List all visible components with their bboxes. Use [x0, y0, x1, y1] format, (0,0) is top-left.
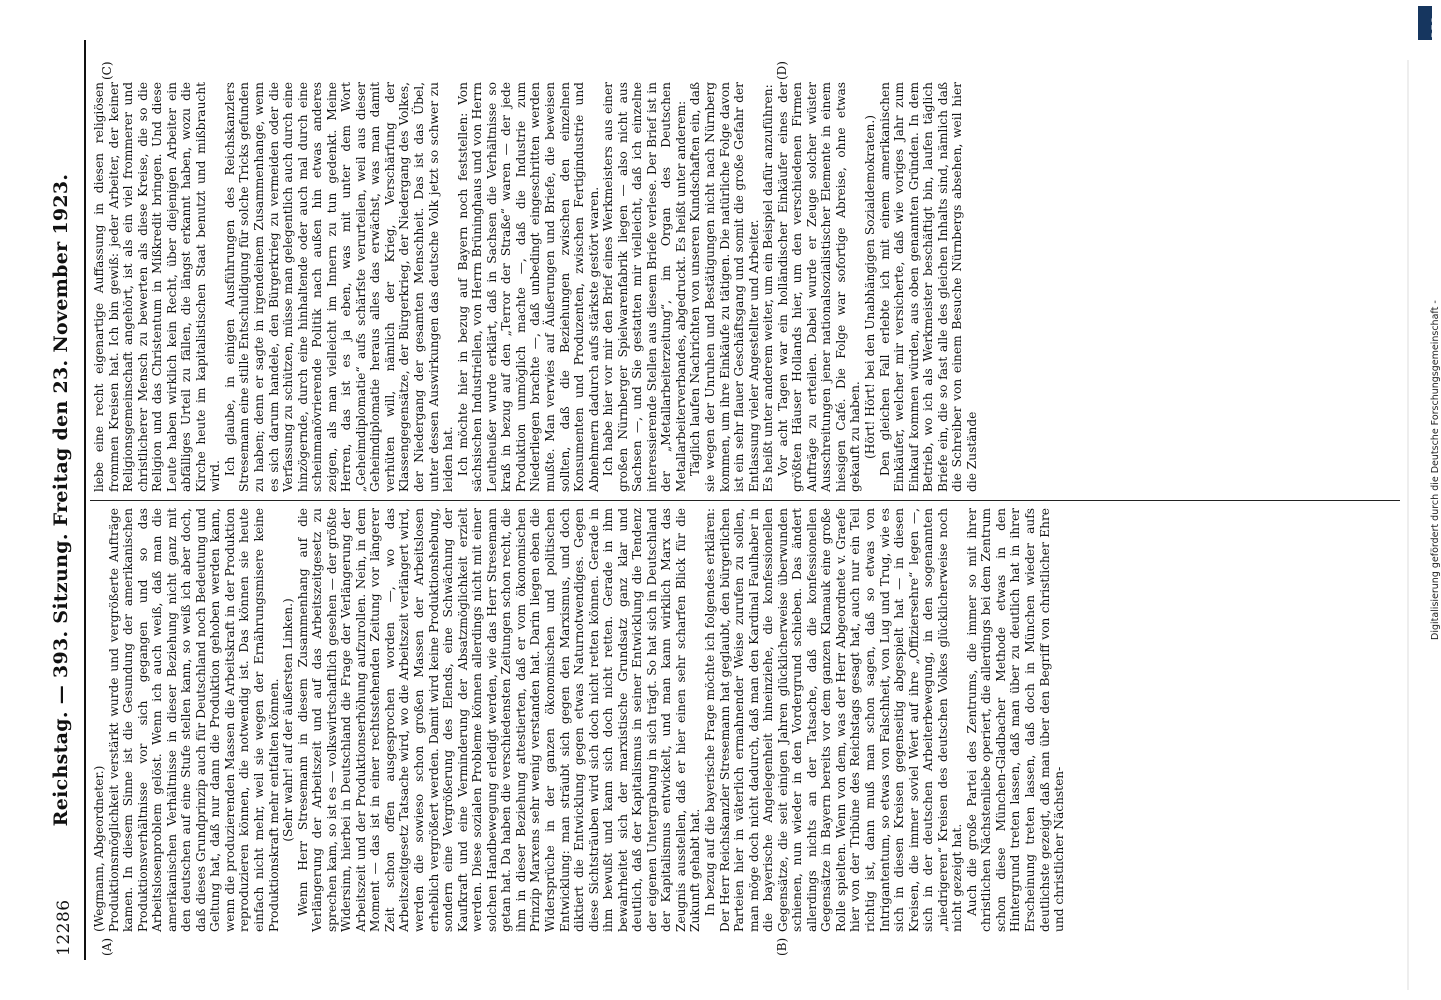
page-title: Reichstag. — 393. Sitzung. Freitag den 23. November 1923.: [50, 173, 72, 827]
letter-quote: Täglich laufen Nachrichten von unseren Kundschaften ein, daß sie wegen der Unruhen und Bestätigungen nicht nach Nürnberg kommen, um ihre Einkäufe zu tätigen. Die natürliche Folge davon ist ein sehr flauer Geschäftsgang und somit die große Gefahr der Entlassung vieler Angestellter und Arbeiter.: [688, 82, 761, 492]
header-rule: [84, 40, 86, 960]
letter-quote: Vor acht Tagen war ein holländischer Einkäufer eines der größten Häuser Hollands hier, um den verschiedenen Firmen Aufträge zu erteilen. Dabei wurde er Zeuge solcher wüster Ausschreitungen jener nationalsozialistischer Elemente in einem hiesigen Café. Die Folge war sofortige Abreise, ohne etwas gekauft zu haben.: [775, 82, 863, 492]
paragraph: Ich möchte hier in bezug auf Bayern noch feststellen: Von sächsischen Industriellen, von Herrn Brüninghaus und von Herrn Leutheußer wurde erklärt, daß in Sachsen die Verhältnisse so kraß in bezug auf den „Terror der Straße“ waren — der jede Produktion unmöglich machte —, daß die Industrie zum Niederliegen brachte —, daß unbedingt eingeschritten werden mußte. Man verwies auf Äußerungen und Briefe, die beweisen sollten, daß die Beziehungen zwischen den einzelnen Konsumenten und Produzenten, zwischen Fertigindustrie und Abnehmern dadurch aufs stärkste gestört waren.: [455, 82, 601, 492]
paragraph: Es heißt unter anderem weiter, um ein Beispiel dafür anzuführen:: [761, 84, 776, 492]
paragraph: Auch die große Partei des Zentrums, die immer so mit ihrer christlichen Nächstenliebe operiert, die allerdings bei dem Zentrum schon diese München-Gladbacher Methode etwas in den Hintergrund treten lassen, daß man über zu deutlich hat in ihrer Erscheinung treten lassen, daß doch in München wieder aufs deutlichste gezeigt, daß man über den Begriff von christlicher Ehre und christlicher Nächsten-: [964, 508, 1067, 932]
dfg-badge: [1418, 6, 1432, 40]
column-divider: [90, 500, 1400, 501]
page-number: 12286: [54, 899, 74, 956]
left-column: [92, 508, 1067, 932]
page-header: [40, 40, 86, 960]
margin-letter-c: (C): [100, 61, 114, 80]
right-column: [92, 82, 979, 492]
paragraph: Ich glaube, in einigen Ausführungen des Reichskanzlers Stresemann eine stille Entschuldigung für solche Tricks gefunden zu haben; denn er sagte in irgendeinem Zusammenhange, wenn es sich darum handele, den Bürgerkrieg zu vermeiden oder die Verfassung zu schützen, müsse man gelegentlich auch durch eine hinzögernde, durch eine hinhaltende oder auch mal durch eine scheinmanövrierende Politik nach außen hin etwas anderes zeigen, als man vielleicht im Innern zu tun gedenkt. Meine Herren, das ist es ja eben, was mit unter dem Wort „Geheimdiplomatie“ aufs schärfste verurteilen, weil aus dieser Geheimdiplomatie heraus alles das erwächst, was man damit verhüten will, nämlich der Krieg, Verschärfung der Klassengegensätze, der Bürgerkrieg, der Niedergang des Volkes, der Niedergang der gesamten Menschheit. Das ist das Übel, unter dessen Auswirkungen das deutsche Volk jetzt so schwer zu leiden hat.: [222, 82, 456, 492]
margin-letter-b: (B): [775, 937, 789, 956]
paragraph: Wenn Herr Stresemann in diesem Zusammenhang auf die Verlängerung der Arbeitszeit und auf das Arbeitszeitgesetz zu sprechen kam, so ist es — volkswirtschaftlich gesehen — der größte Widersinn, hierbei in Deutschland die Frage der Verlängerung der Arbeitszeit und der Produktionserhöhung aufzurollen. Nein, in dem Moment — das ist in einer rechtsstehenden Zeitung vor längerer Zeit schon offen ausgesprochen worden —, wo das Arbeitszeitgesetz Tatsache wird, wo die Arbeitszeit verlängert wird, werden die sowieso schon großen Massen der Arbeitslosen erheblich vergrößert werden. Damit wird keine Produktionshebung, sondern eine Vergrößerung des Elends, eine Schwächung der Kaufkraft und eine Verminderung der Absatzmöglichkeit erzielt werden. Diese sozialen Probleme können allerdings nicht mit einer solchen Handbewegung erledigt werden, wie das Herr Stresemann getan hat. Da haben die verschiedensten Zeitungen schon recht, die ihm in dieser Beziehung attestierten, daß er vom ökonomischen Prinzip Marxens sehr wenig verstanden hat. Darin liegen eben die Widersprüche in der ganzen ökonomischen und politischen Entwicklung: man sträubt sich gegen den Marxismus, und doch diktiert die Entwicklung gegen etwas Naturnotwendiges. Gegen diese Sichtsträuben wird sich doch nicht retten können. Gerade in ihm bewußt und kann sich doch nicht retten. Gerade in ihm bewahrheitet sich der marxistische Grundsatz ganz klar und deutlich, daß der Kapitalismus in seiner Entwicklung die Tendenz der eigenen Untergrabung in sich trägt. So hat sich in Deutschland der Kapitalismus entwickelt, und man kann wirklich Marx das Zeugnis ausstellen, daß er hier einen sehr scharfen Blick für die Zukunft gehabt hat.: [295, 508, 703, 932]
digitization-note: Digitalisierung gefördert durch die Deutsche Forschungsgemeinschaft -: [1430, 300, 1441, 640]
rotated-document-page: [40, 40, 1405, 960]
interjection: (Hört! Hört! bei den Unabhängigen Sozialdemokraten.): [862, 115, 877, 459]
letter-quote: Den gleichen Fall erlebte ich mit einem amerikanischen Einkäufer, welcher mir versicherte, daß wie voriges Jahr zum Einkauf kommen würden, aus oben genannten Gründen. In dem Betrieb, wo ich als Werkmeister beschäftigt bin, laufen täglich Briefe ein, die so fast alle des gleichen Inhalts sind, nämlich daß die Schreiber von einem Besuche Nürnbergs absehen, weil hier die Zustände: [877, 82, 979, 492]
speaker-line: (Wegmann, Abgeordneter.): [92, 765, 106, 932]
interjection: (Sehr wahr! auf der äußersten Linken.): [281, 598, 296, 842]
paragraph: Produktionsmöglichkeit verstärkt wurde und vergrößerte Aufträge kamen. In diesem Sinne ist die Gesundung der amerikanischen Produktionsverhältnisse vor sich gegangen und so das Arbeitslosenproblem gelöst. Wenn ich auch weiß, daß man die amerikanischen Verhältnisse in dieser Beziehung nicht ganz mit den deutschen auf eine Stufe stellen kann, so weiß ich aber doch, daß dieses Grundprinzip auch für Deutschland noch Bedeutung und Geltung hat, daß nur dann die Produktion gehoben werden kann, wenn die produzierenden Massen die Arbeitskraft in der Produktion reproduzieren können, die notwendig ist. Das können sie heute einfach nicht mehr, weil sie wegen der Ernährungsmisere keine Produktionskraft mehr entfalten können.: [106, 508, 281, 932]
margin-letter-d: (D): [775, 61, 789, 80]
dfg-badge-label: DFG: [1431, 16, 1441, 38]
paragraph: Ich habe hier vor mir den Brief eines Werkmeisters aus einer großen Nürnberger Spielwarenfabrik liegen — also nicht aus Sachsen —, und Sie gestatten mir vielleicht, daß ich einzelne interessierende Stellen aus diesem Briefe verlese. Der Brief ist in der „Metallarbeiterzeitung“, im Organ des Deutschen Metallarbeiterverbandes, abgedruckt. Es heißt unter anderem:: [601, 82, 688, 492]
paragraph: liebe eine recht eigenartige Auffassung in diesen religiösen frommen Kreisen hat. Ich bin gewiß: jeder Arbeiter, der keiner Religionsgemeinschaft angehört, ist als ein viel frommerer und christlicherer Mensch zu bewerten als diese Kreise, die so die Religion und das Christentum in Mißkredit bringen. Und diese Leute haben wirklich kein Recht, über diejenigen Arbeiter ein abfälliges Urteil zu fällen, die längst erkannt haben, wozu die Kirche heute im kapitalistischen Staat benutzt und mißbraucht wird.: [92, 82, 223, 492]
margin-letter-a: (A): [100, 937, 114, 956]
paragraph: In bezug auf die bayerische Frage möchte ich folgendes erklären: Der Herr Reichskanzler Stresemann hat geglaubt, den bürgerlichen Parteien hier in väterlich ermahnender Weise zurufen zu sollen, man möge doch nicht dadurch, daß man den Kardinal Faulhaber in die bayerische Angelegenheit hineinziehe, die konfessionellen Gegensätze, die seit einigen Jahren glücklicherweise überwunden schienen, nun wieder in den Vordergrund schieben. Das ändert allerdings nichts an der Tatsache, daß die konfessionellen Gegensätze in Bayern bereits vor dem ganzen Klamauk eine große Rolle spielten. Wenn von dem, was der Herr Abgeordnete v. Graefe hier von der Tribüne des Reichstags gesagt hat, auch nur ein Teil richtig ist, dann muß man schon sagen, daß so etwas von Intrigantentum, so etwas von Falschheit, von Lug und Trug, wie es sich in diesen Kreisen gegenseitig abgespielt hat — in diesen Kreisen, die immer soviel Wert auf ihre „Offiziersehre“ legen —, sich in der deutschen Arbeiterbewegung, in den sogenannten „niedrigeren“ Kreisen des deutschen Volkes glücklicherweise noch nicht gezeigt hat.: [702, 508, 965, 932]
